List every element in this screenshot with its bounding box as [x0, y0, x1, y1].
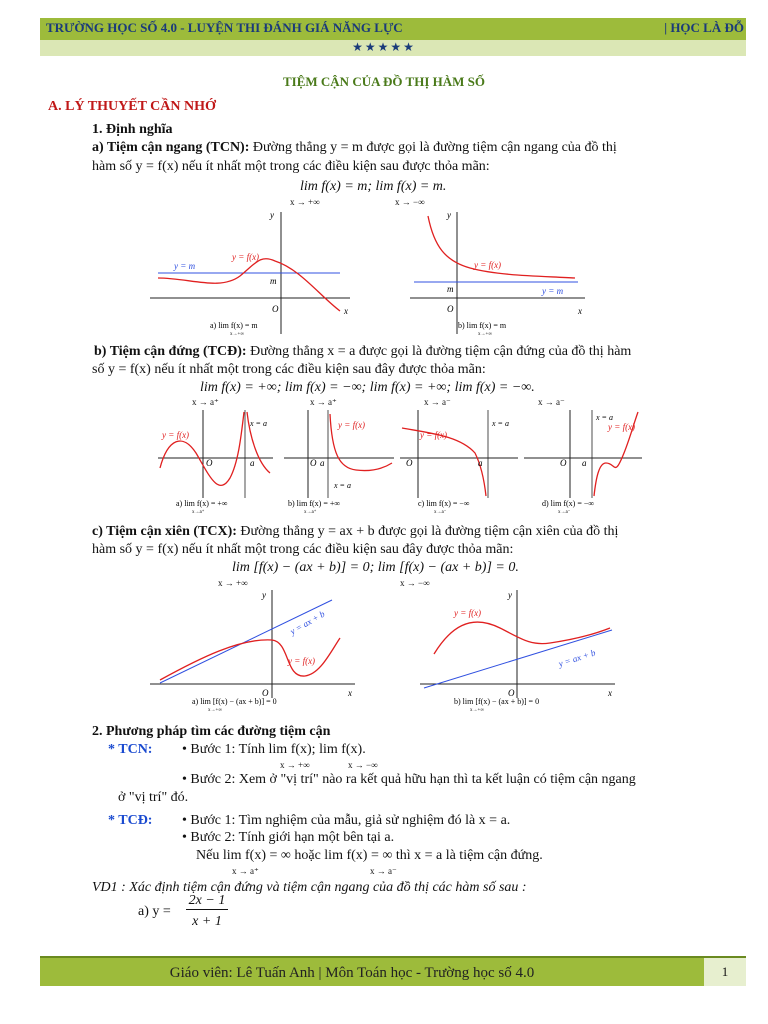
label-x-eq-a: x = a — [250, 419, 267, 428]
label-m: m — [447, 284, 454, 294]
tcd-formula: lim f(x) = +∞; lim f(x) = −∞; lim f(x) = +∞; lim f(x) = −∞. — [200, 380, 535, 395]
tcx-a-caption: a) lim [f(x) − (ax + b)] = 0 — [192, 697, 277, 706]
tcn-paragraph-line1 — [92, 140, 617, 156]
tcx-sub-1: x → +∞ — [218, 578, 248, 588]
tcd-label: b) Tiệm cận đứng (TCĐ): — [94, 344, 247, 359]
tcx-b-caption: b) lim [f(x) − (ax + b)] = 0 — [454, 697, 540, 706]
label-y-fx: y = f(x) — [474, 260, 502, 270]
tcn-sub-1: x → +∞ — [290, 197, 320, 207]
label-x: x — [348, 688, 352, 698]
tcx-paragraph-line1 — [92, 524, 618, 540]
function-curve — [160, 412, 244, 485]
label-O: O — [206, 458, 213, 468]
tcn-b-sub: x→+∞ — [478, 332, 492, 336]
label-y: y — [447, 210, 451, 220]
label-y-axb: y = ax + b — [557, 647, 597, 669]
tcx-sub-2: x → −∞ — [400, 578, 430, 588]
label-a: a — [478, 458, 483, 468]
method-heading: 2. Phương pháp tìm các đường tiệm cận — [92, 724, 331, 739]
label-y-fx: y = f(x) — [338, 420, 366, 430]
section-a-heading: A. LÝ THUYẾT CẦN NHỚ — [48, 99, 216, 114]
tcd-text-1: Đường thẳng x = a được gọi là đường tiệm cận đứng của đồ thị hàm — [250, 344, 632, 359]
tcd-step2: • Bước 2: Tính giới hạn một bên tại a. — [182, 830, 395, 845]
tcx-text-2: hàm số y = f(x) nếu ít nhất một trong các điều kiện sau đây được thỏa mãn: — [92, 542, 514, 557]
label-O: O — [262, 688, 269, 698]
tcx-b-sub: x→+∞ — [470, 708, 484, 712]
label-y: y — [508, 590, 512, 600]
tcd-step3-sub-2: x → a⁻ — [370, 866, 397, 876]
tcd-a-sub: x→a⁺ — [192, 510, 205, 515]
label-y-fx: y = f(x) — [608, 422, 636, 432]
tcd-a-caption: a) lim f(x) = +∞ — [176, 499, 228, 508]
label-a: a — [250, 458, 255, 468]
tcx-a-sub: x→+∞ — [208, 708, 222, 712]
tcd-b-caption: b) lim f(x) = +∞ — [288, 499, 341, 508]
tcd-sub-3: x → a⁻ — [424, 397, 451, 407]
fraction-denominator: x + 1 — [192, 914, 222, 929]
tcd-text-2: số y = f(x) nếu ít nhất một trong các điều kiện sau đây được thỏa mãn: — [92, 362, 486, 377]
tcn-a-caption: a) lim f(x) = m — [210, 321, 258, 330]
tcx-label: c) Tiệm cận xiên (TCX): — [92, 524, 237, 539]
label-x: x — [608, 688, 612, 698]
figure-tcx-b — [420, 588, 620, 712]
definition-heading: 1. Định nghĩa — [92, 122, 173, 137]
label-m: m — [270, 276, 277, 286]
tcn-formula: lim f(x) = m; lim f(x) = m. — [300, 179, 447, 194]
tcd-sub-2: x → a⁺ — [310, 397, 337, 407]
label-x-eq-a: x = a — [334, 481, 351, 490]
tcd-step1: • Bước 1: Tìm nghiệm của mẫu, giả sử nghiệm đó là x = a. — [182, 813, 511, 828]
label-y-fx: y = f(x) — [232, 252, 260, 262]
tcn-a-sub: x→+∞ — [230, 332, 244, 336]
label-O: O — [272, 304, 279, 314]
label-x-eq-a: x = a — [596, 413, 613, 422]
tcn-step1-sub-2: x → −∞ — [348, 760, 378, 770]
tcn-text-2: hàm số y = f(x) nếu ít nhất một trong các điều kiện sau được thỏa mãn: — [92, 159, 490, 174]
figure-tcd-d — [524, 408, 644, 516]
fraction-numerator: 2x − 1 — [186, 893, 228, 910]
label-a: a — [320, 458, 325, 468]
page-number: 1 — [721, 964, 729, 979]
label-O: O — [508, 688, 515, 698]
label-y-fx: y = f(x) — [454, 608, 482, 618]
function-curve — [434, 622, 610, 654]
label-x: x — [344, 306, 348, 316]
page-title: TIỆM CẬN CỦA ĐỒ THỊ HÀM SỐ — [282, 74, 485, 89]
oblique-asymptote — [160, 600, 332, 683]
tcn-tag: * TCN: — [108, 742, 153, 757]
label-O: O — [406, 458, 413, 468]
tcn-b-caption: b) lim f(x) = m — [458, 321, 507, 330]
tcx-formula: lim [f(x) − (ax + b)] = 0; lim [f(x) − (ax + b)] = 0. — [232, 560, 519, 575]
figure-tcn-b — [410, 206, 590, 336]
header-right-text: | HỌC LÀ ĐỖ — [664, 20, 744, 35]
tcd-b-sub: x→a⁺ — [304, 510, 317, 515]
tcd-d-sub: x→a⁻ — [558, 510, 571, 515]
tcn-step1-sub-1: x → +∞ — [280, 760, 310, 770]
label-x: x — [578, 306, 582, 316]
label-y-eq-m: y = m — [542, 286, 564, 296]
figure-tcx-a — [150, 588, 360, 712]
tcn-sub-2: x → −∞ — [395, 197, 425, 207]
header-stars: ★★★★★ — [352, 40, 416, 54]
tcx-text-1: Đường thẳng y = ax + b được gọi là đường tiệm cận xiên của đồ thị — [240, 524, 619, 539]
figure-tcn-a — [150, 206, 355, 336]
footer-text: Giáo viên: Lê Tuấn Anh | Môn Toán học - Trường học số 4.0 — [169, 965, 535, 981]
tcn-label: a) Tiệm cận ngang (TCN): — [92, 140, 250, 155]
tcd-step3-sub-1: x → a⁺ — [232, 866, 259, 876]
tcd-sub-1: x → a⁺ — [192, 397, 219, 407]
label-y: y — [270, 210, 274, 220]
label-O: O — [560, 458, 567, 468]
label-y-eq-m: y = m — [174, 261, 196, 271]
figure-tcd-b — [284, 408, 396, 516]
label-x-eq-a: x = a — [492, 419, 509, 428]
example-vd1: VD1 : Xác định tiệm cận đứng và tiệm cận ngang của đồ thị các hàm số sau : — [92, 880, 527, 895]
label-y-fx: y = f(x) — [420, 430, 448, 440]
label-O: O — [310, 458, 317, 468]
label-O: O — [447, 304, 454, 314]
tcd-c-caption: c) lim f(x) = −∞ — [418, 499, 470, 508]
label-y-axb: y = ax + b — [288, 608, 327, 637]
label-a: a — [582, 458, 587, 468]
tcd-d-caption: d) lim f(x) = −∞ — [542, 499, 595, 508]
tcd-c-sub: x→a⁻ — [434, 510, 447, 515]
label-y-fx: y = f(x) — [288, 656, 316, 666]
tcd-tag: * TCĐ: — [108, 813, 153, 828]
tcd-step3: Nếu lim f(x) = ∞ hoặc lim f(x) = ∞ thì x = a là tiệm cận đứng. — [196, 848, 543, 863]
tcd-sub-4: x → a⁻ — [538, 397, 565, 407]
label-y-fx: y = f(x) — [162, 430, 190, 440]
tcn-step2-line2: ở "vị trí" đó. — [118, 790, 189, 805]
function-curve — [428, 216, 575, 278]
header-left-text: TRƯỜNG HỌC SỐ 4.0 - LUYỆN THI ĐÁNH GIÁ NĂNG LỰC — [46, 20, 403, 35]
tcn-text-1: Đường thẳng y = m được gọi là đường tiệm cận ngang của đồ thị — [252, 140, 617, 155]
tcn-step1: • Bước 1: Tính lim f(x); lim f(x). — [182, 742, 366, 757]
example-a-label: a) y = — [138, 904, 171, 919]
label-y: y — [262, 590, 266, 600]
tcn-step2-line1: • Bước 2: Xem ở "vị trí" nào ra kết quả hữu hạn thì ta kết luận có tiệm cận ngang — [182, 772, 636, 787]
figure-tcd-c — [400, 408, 520, 516]
tcd-paragraph-line1 — [94, 344, 631, 360]
figure-tcd-a — [158, 408, 278, 516]
